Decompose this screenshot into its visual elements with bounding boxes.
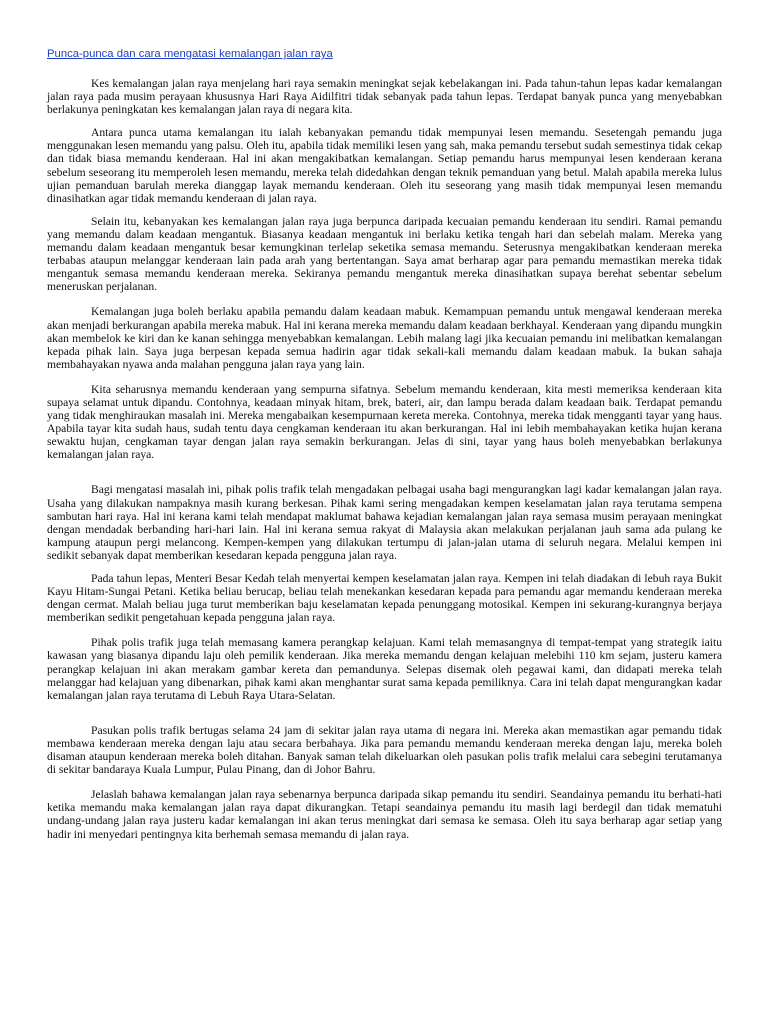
paragraph-1: Kes kemalangan jalan raya menjelang hari raya semakin meningkat sejak kebelakangan ini. Pada tahun-tahun lepas kadar kemalangan jalan raya pada musim perayaan khususnya Hari Raya Aidilfitri tidak sebanyak pada tahun lepas. Terdapat banyak punca yang menyebabkan berlakunya peningkatan kes kemalangan jalan raya di negara kita. xyxy=(47,77,722,117)
paragraph-3: Selain itu, kebanyakan kes kemalangan jalan raya juga berpunca daripada kecuaian pemandu kenderaan itu sendiri. Ramai pemandu yang memandu dalam keadaan mengantuk. Biasanya keadaan mengantuk ini berlaku ketika tengah hari dan sebelah malam. Mereka yang memandu dalam keadaan mengantuk besar kemungkinan terlelap seketika semasa memandu. Seterusnya mengakibatkan kenderaan mereka terbabas ataupun melanggar kenderaan lain pada arah yang bertentangan. Saya amat berharap agar para pemandu memastikan mereka tidak mengantuk semasa memandu kenderaan mereka. Sekiranya pemandu mengantuk mereka dinasihatkan supaya berehat sebentar sebelum meneruskan perjalanan. xyxy=(47,214,722,294)
document-title-link[interactable]: Punca-punca dan cara mengatasi kemalangan jalan raya xyxy=(47,48,333,60)
paragraph-7: Pada tahun lepas, Menteri Besar Kedah telah menyertai kempen keselamatan jalan raya. Kempen ini telah diadakan di lebuh raya Bukit Kayu Hitam-Sungai Petani. Ketika beliau berucap, beliau telah menekankan kesedaran kepada para pemandu agar memandu kenderaan mereka dengan cermat. Malah beliau juga turut memberikan baju keselamatan kepada penunggang motosikal. Kempen ini sekurang-kurangnya berjaya memberikan sedikit pengetahuan kepada pengguna jalan raya. xyxy=(47,572,722,625)
paragraph-5: Kita seharusnya memandu kenderaan yang sempurna sifatnya. Sebelum memandu kenderaan, kita mesti memeriksa kenderaan kita supaya selamat untuk dipandu. Contohnya, keadaan minyak hitam, brek, bateri, air, dan lampu berada dalam keadaan baik. Terdapat pemandu yang tidak menghiraukan masalah ini. Mereka mengabaikan kesempurnaan kereta mereka. Contohnya, mereka tidak mengganti tayar yang haus. Apabila tayar kita sudah haus, sudah tentu daya cengkaman kenderaan itu akan berkurangan. Hal ini lebih membahayakan ketika hujan kerana sewaktu hujan, cengkaman tayar dengan jalan raya semakin berkurangan. Jelas di sini, tayar yang haus boleh menyebabkan berlakunya kemalangan jalan raya. xyxy=(47,382,722,462)
paragraph-4: Kemalangan juga boleh berlaku apabila pemandu dalam keadaan mabuk. Kemampuan pemandu untuk mengawal kenderaan mereka akan menjadi berkurangan apabila mereka mabuk. Hal ini kerana mereka memandu dalam keadaan berkhayal. Kenderaan yang dipandu mungkin akan membelok ke kiri dan ke kanan sehingga menyebabkan kemalangan. Lebih malang lagi jika kecuaian pemandu ini melibatkan kemalangan kepada pihak lain. Saya juga berpesan kepada semua hadirin agar tidak sekali-kali memandu dalam keadaan mabuk. Ia bukan sahaja membahayakan nyawa anda malahan pengguna jalan raya yang lain. xyxy=(47,305,722,371)
paragraph-2: Antara punca utama kemalangan itu ialah kebanyakan pemandu tidak mempunyai lesen memandu. Sesetengah pemandu juga menggunakan lesen memandu yang palsu. Oleh itu, apabila tidak memiliki lesen yang sah, maka pemandu tersebut sudah semestinya tidak cekap dan tidak biasa memandu kenderaan. Hal ini akan mengakibatkan kemalangan. Setiap pemandu harus mempunyai lesen kenderaan kerana sebelum seseorang itu memperoleh lesen memandu, mereka telah didedahkan dengan teknik pemanduan yang betul. Malah apabila mereka lulus ujian pemanduan barulah mereka dianggap layak memandu kenderaan. Oleh itu seseorang yang masih tidak mempunyai lesen memandu dinasihatkan agar tidak memandu kenderaan di jalan raya. xyxy=(47,126,722,205)
paragraph-9: Pasukan polis trafik bertugas selama 24 jam di sekitar jalan raya utama di negara ini. Mereka akan memastikan agar pemandu tidak membawa kenderaan mereka dengan laju atau secara berbahaya. Jika para pemandu memandu kenderaan mereka dengan laju, mereka boleh disaman ataupun kenderaan mereka boleh ditahan. Banyak saman telah dikeluarkan oleh pasukan polis trafik melalui cara sebegini terutamanya di sekitar bandaraya Kuala Lumpur, Pulau Pinang, dan di Johor Bahru. xyxy=(47,723,722,777)
paragraph-8: Pihak polis trafik juga telah memasang kamera perangkap kelajuan. Kami telah memasangnya di tempat-tempat yang strategik iaitu kawasan yang biasanya dipandu laju oleh pemilik kenderaan. Jika mereka memandu dengan kelajuan melebihi 110 km sejam, justeru kamera perangkap kelajuan ini akan merakam gambar kereta dan pemandunya. Selepas disemak oleh pegawai kami, dan didapati mereka telah melanggar had kelajuan yang dibenarkan, pihak kami akan menghantar surat sama kepada pemiliknya. Cara ini telah dapat mengurangkan kadar kemalangan jalan raya terutama di Lebuh Raya Utara-Selatan. xyxy=(47,636,722,702)
document-page xyxy=(47,44,722,841)
paragraph-6: Bagi mengatasi masalah ini, pihak polis trafik telah mengadakan pelbagai usaha bagi mengurangkan lagi kadar kemalangan jalan raya. Usaha yang dilakukan nampaknya masih kurang berkesan. Pihak kami sering mengadakan kempen keselamatan jalan raya terutama sempena sambutan hari raya. Hal ini kerana kami telah mendapat maklumat bahawa kejadian kemalangan jalan raya semasa musim perayaan meningkat dengan mendadak berbanding hari-hari lain. Hal ini kerana semua rakyat di Malaysia akan melakukan perjalanan jauh sama ada pulang ke kampung ataupun pergi melancong. Kempen-kempen yang dilakukan tertumpu di jalan-jalan utama di seluruh negara. Melalui kempen ini sedikit sebanyak dapat memberikan kesedaran kepada pengguna jalan raya. xyxy=(47,483,722,562)
paragraph-10: Jelaslah bahawa kemalangan jalan raya sebenarnya berpunca daripada sikap pemandu itu sendiri. Seandainya pemandu itu berhati-hati ketika memandu maka kemalangan jalan raya dapat dikurangkan. Tetapi seandainya pemandu itu masih lagi berdegil dan tidak mematuhi undang-undang jalan raya justeru kadar kemalangan ini akan terus meningkat dari semasa ke semasa. Oleh itu saya berharap agar setiap yang hadir ini menyedari pentingnya kita berhemah semasa memandu di jalan raya. xyxy=(47,788,722,841)
